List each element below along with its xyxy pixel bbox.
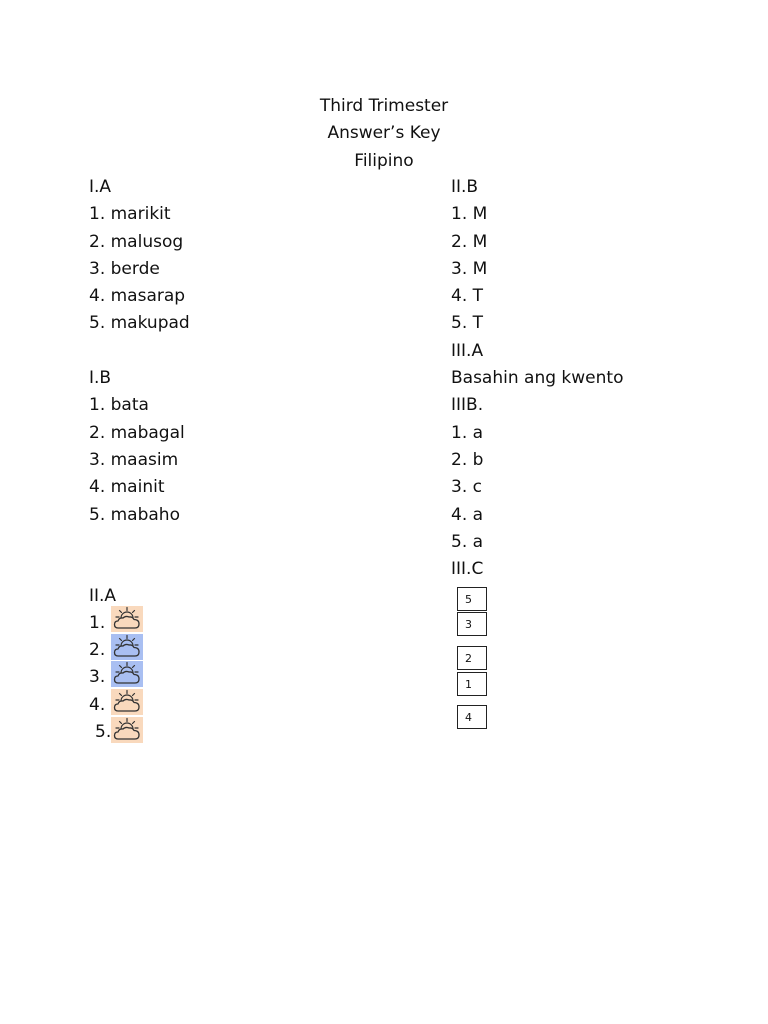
list-item: 3. c [451,477,482,497]
list-item: 2. M [451,232,488,252]
answer-box: 4 [457,705,487,729]
list-item [89,694,105,716]
list-item: 2. b [451,450,484,470]
item-number: 2. [89,640,106,660]
answer-box: 5 [457,587,487,611]
section-heading-IIIA: III.A [451,341,484,361]
title-third-trimester: Third Trimester [319,96,449,116]
sun-cloud-icon [111,606,143,632]
list-item [95,721,111,743]
item-number: 1. [89,613,106,633]
sun-cloud-icon [111,689,143,715]
list-item [89,612,105,634]
item-number: 5. [95,722,112,742]
list-item: 3. maasim [89,450,179,470]
section-heading-IIA: II.A [89,586,117,606]
list-item: 2. mabagal [89,423,185,443]
list-item: 4. a [451,505,484,525]
section-heading-IIB: II.B [451,177,479,197]
section-heading-IA: I.A [89,177,112,197]
section-heading-IB: I.B [89,368,112,388]
list-item: 1. bata [89,395,149,415]
list-item: 5. mabaho [89,505,180,525]
list-item: 3. berde [89,259,160,279]
list-item [89,666,105,688]
answer-box: 1 [457,672,487,696]
section-text: Basahin ang kwento [451,368,624,388]
list-item: 3. M [451,259,488,279]
list-item: 5. a [451,532,484,552]
answer-box: 2 [457,646,487,670]
list-item: 5. makupad [89,313,190,333]
sun-cloud-icon [111,634,143,660]
list-item: 4. T [451,286,484,306]
list-item: 2. malusog [89,232,184,252]
section-heading-IIIC: III.C [451,559,484,579]
item-number: 3. [89,667,106,687]
answer-box: 3 [457,612,487,636]
section-heading-IIIB: IIIB. [451,395,484,415]
list-item: 5. T [451,313,484,333]
list-item: 1. M [451,204,488,224]
sun-cloud-icon [111,717,143,743]
title-subject: Filipino [354,151,414,171]
list-item [89,639,105,661]
item-number: 4. [89,695,106,715]
list-item: 1. a [451,423,484,443]
list-item: 4. masarap [89,286,186,306]
sun-cloud-icon [111,661,143,687]
list-item: 1. marikit [89,204,171,224]
list-item: 4. mainit [89,477,165,497]
title-answers-key: Answer’s Key [327,123,441,143]
